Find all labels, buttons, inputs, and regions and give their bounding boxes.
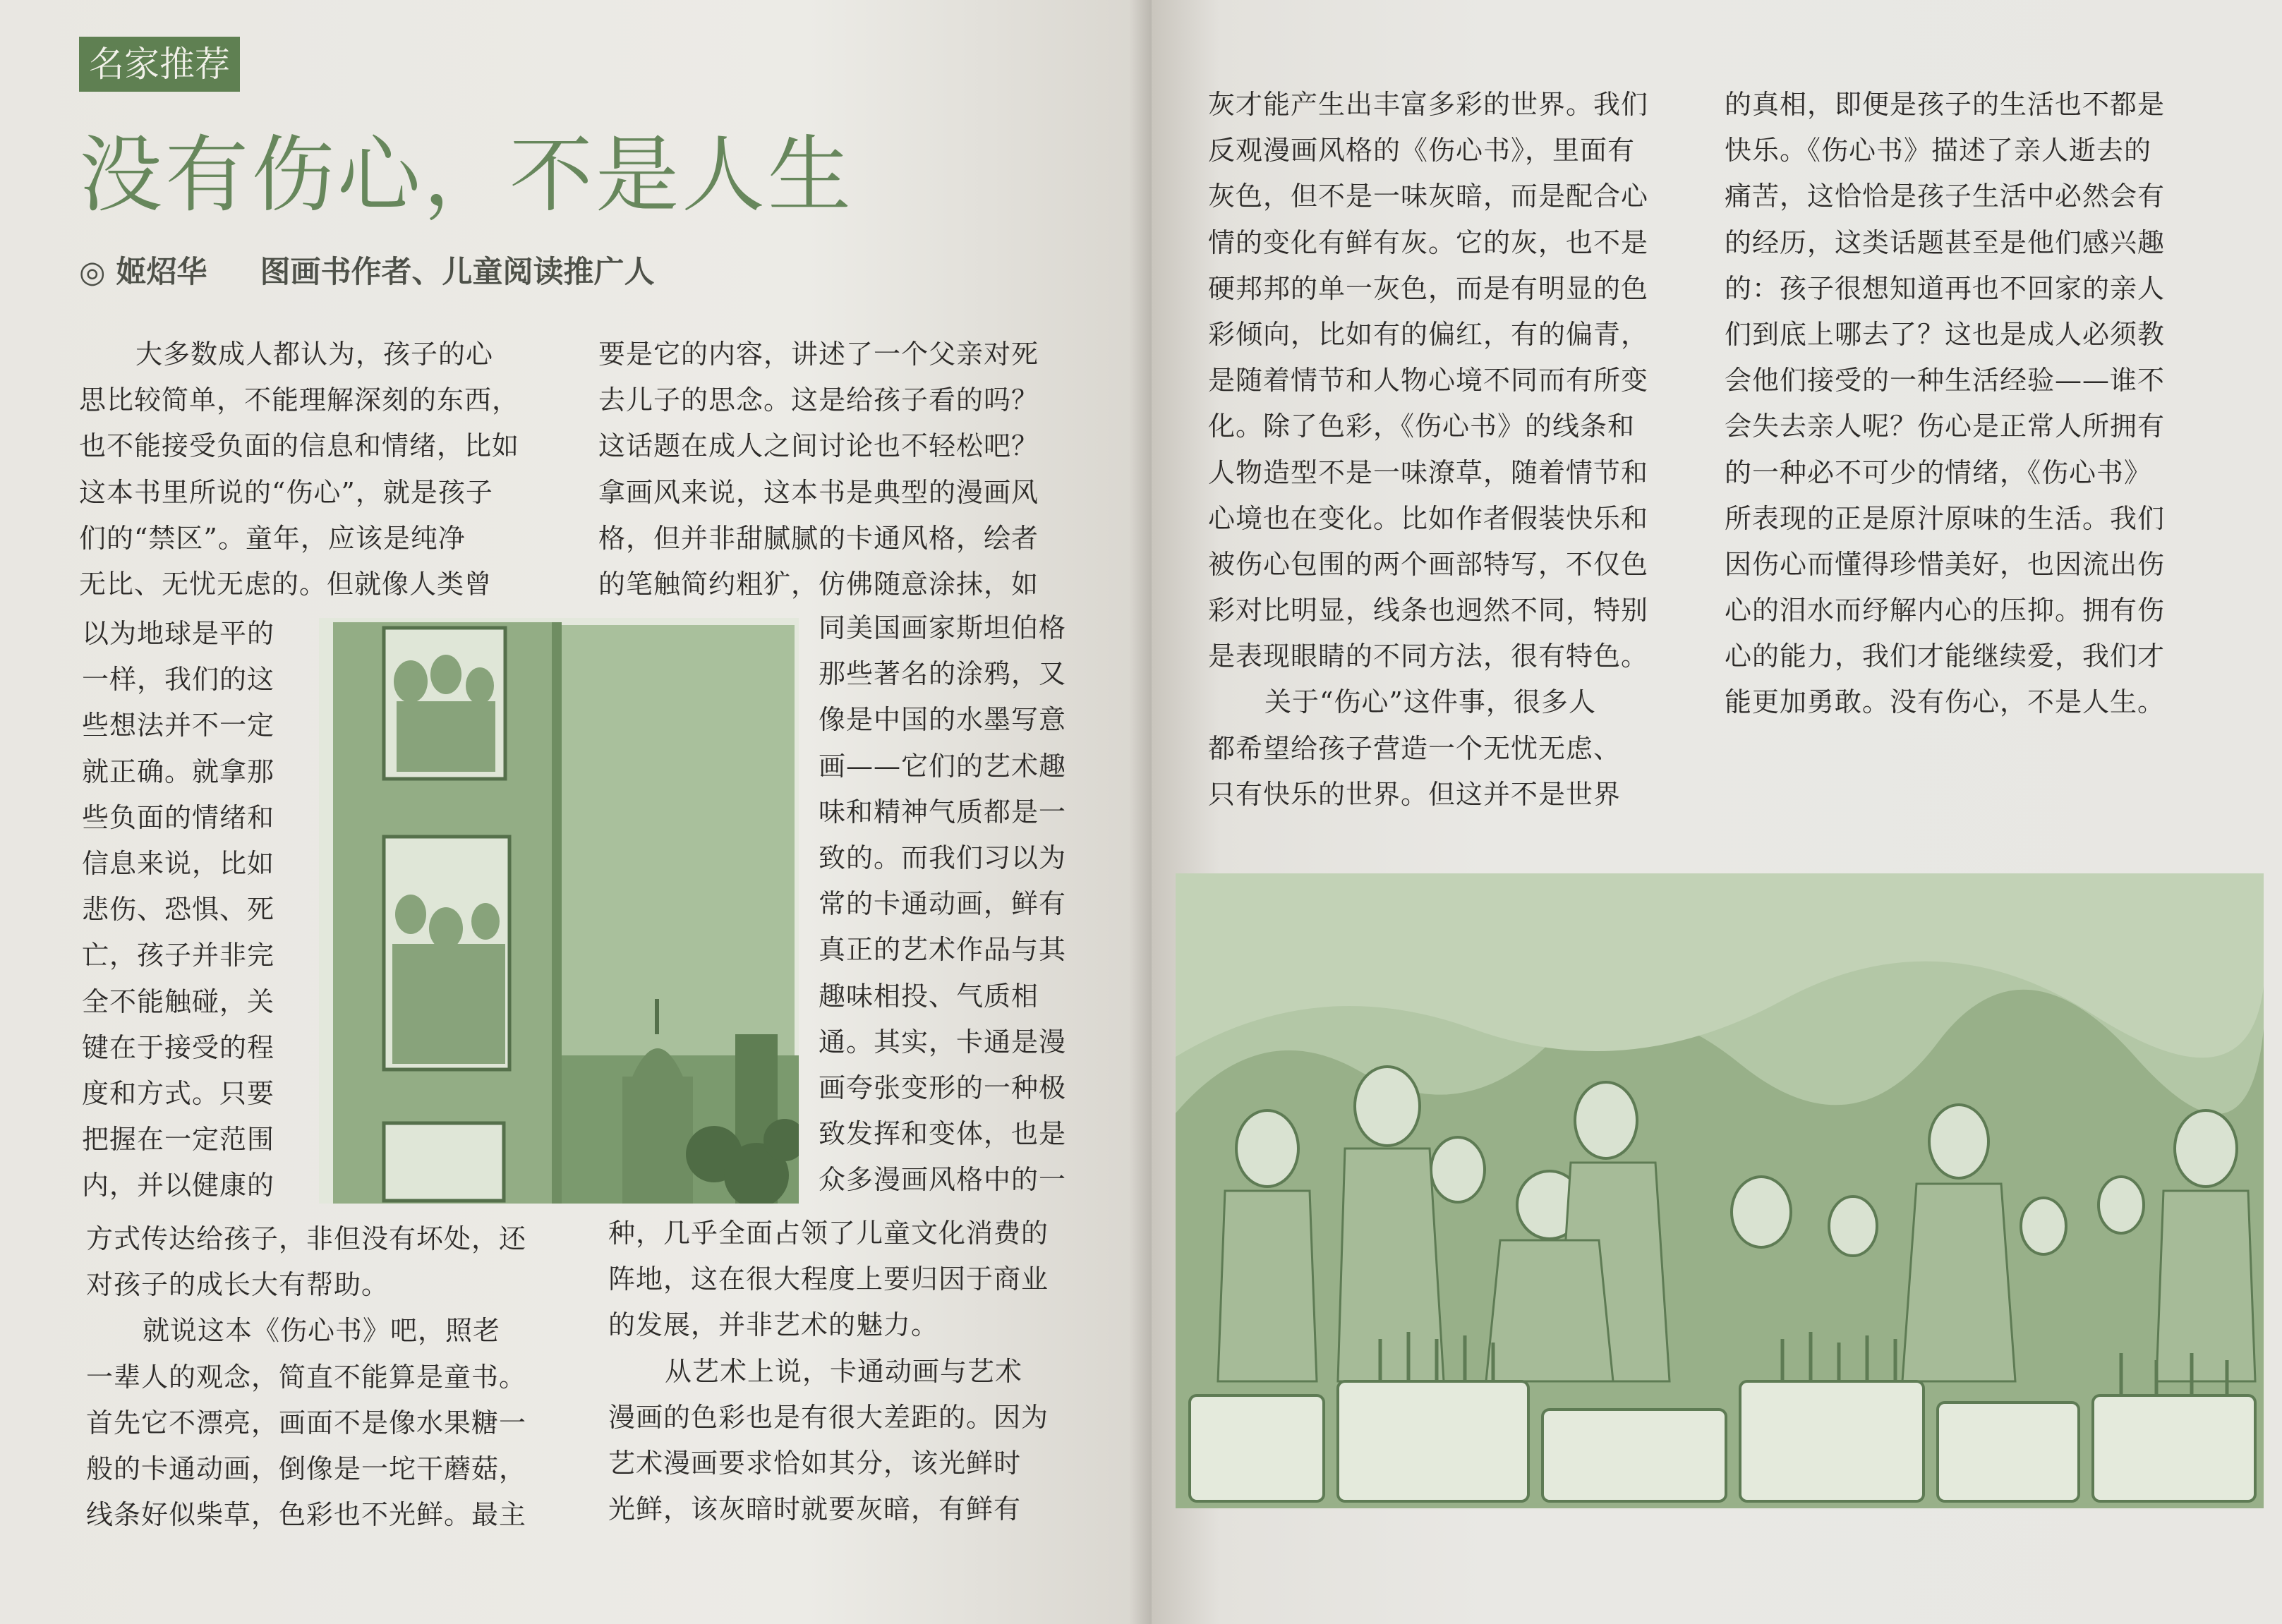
text-line: 常的卡通动画，鲜有 [819, 888, 1067, 920]
text-line: 对孩子的成长大有帮助。 [86, 1269, 390, 1301]
text-line: 艺术漫画要求恰如其分，该光鲜时 [608, 1447, 1022, 1479]
text-line: 阵地，这在很大程度上要归因于商业 [608, 1264, 1049, 1295]
column-4 [1725, 82, 2165, 726]
text-line: 一辈人的观念，简直不能算是童书。 [86, 1361, 527, 1393]
text-line: 灰色，但不是一味灰暗，而是配合心 [1208, 181, 1649, 212]
party-illustration [1176, 873, 2264, 1508]
text-line: 的：孩子很想知道再也不回家的亲人 [1725, 272, 2166, 304]
text-line: 所表现的正是原汁原味的生活。我们 [1725, 502, 2166, 534]
text-line: 味和精神气质都是一 [819, 796, 1067, 828]
text-line: 同美国画家斯坦伯格 [819, 612, 1067, 643]
text-line: 的笔触简约粗犷，仿佛随意涂抹，如 [598, 568, 1039, 600]
column-3 [1208, 82, 1648, 818]
text-line: 无比、无忧无虑的。但就像人类曾 [79, 568, 493, 600]
text-line: 那些著名的涂鸦，又 [819, 658, 1067, 690]
text-line: 把握在一定范围 [82, 1124, 275, 1156]
column-2-narrow [819, 605, 1066, 1203]
column-label: 名家推荐 [79, 37, 240, 92]
text-line: 般的卡通动画，倒像是一坨干蘑菇， [86, 1453, 527, 1484]
text-line: 能更加勇敢。没有伤心，不是人生。 [1725, 686, 2166, 718]
text-line: 被伤心包围的两个画部特写，不仅色 [1208, 548, 1649, 580]
text-line: 痛苦，这恰恰是孩子生活中必然会有 [1725, 181, 2166, 212]
byline-symbol: ◎ [79, 255, 106, 290]
text-line: 只有快乐的世界。但这并不是世界 [1208, 778, 1622, 810]
text-line: 拿画风来说，这本书是典型的漫画风 [598, 476, 1039, 508]
text-line: 的真相，即便是孩子的生活也不都是 [1725, 89, 2166, 120]
text-line: 通。其实，卡通是漫 [819, 1026, 1067, 1058]
text-line: 像是中国的水墨写意 [819, 704, 1067, 736]
text-line: 因伤心而懂得珍惜美好，也因流出伤 [1725, 548, 2166, 580]
text-line: 就说这本《伤心书》吧，照老 [143, 1315, 501, 1347]
text-line: 心境也在变化。比如作者假装快乐和 [1208, 502, 1649, 534]
text-line: 的发展，并非艺术的魅力。 [608, 1309, 939, 1341]
text-line: 信息来说，比如 [82, 847, 275, 879]
text-line: 会失去亲人呢？伤心是正常人所拥有 [1725, 411, 2166, 442]
window-illustration [319, 618, 799, 1204]
text-line: 种，几乎全面占领了儿童文化消费的 [608, 1218, 1049, 1249]
column-2-bottom [608, 1211, 1049, 1532]
text-line: 些想法并不一定 [82, 710, 275, 741]
text-line: 亡，孩子并非完 [82, 940, 275, 971]
text-line: 悲伤、恐惧、死 [82, 894, 275, 926]
text-line: 格，但并非甜腻腻的卡通风格，绘者 [598, 522, 1039, 554]
text-line: 漫画的色彩也是有很大差距的。因为 [608, 1401, 1049, 1433]
article-title: 没有伤心，不是人生 [79, 126, 855, 224]
text-line: 线条好似柴草，色彩也不光鲜。最主 [86, 1499, 527, 1531]
text-line: 是表现眼睛的不同方法，很有特色。 [1208, 641, 1649, 672]
text-line: 硬邦邦的单一灰色，而是有明显的色 [1208, 272, 1649, 304]
text-line: 们的“禁区”。童年，应该是纯净 [79, 522, 466, 554]
text-line: 真正的艺术作品与其 [819, 934, 1067, 966]
text-line: 键在于接受的程 [82, 1031, 275, 1063]
text-line: 灰才能产生出丰富多彩的世界。我们 [1208, 89, 1649, 120]
text-line: 趣味相投、气质相 [819, 980, 1039, 1012]
text-line: 画夸张变形的一种极 [819, 1072, 1067, 1103]
column-2-top [598, 332, 1039, 607]
text-line: 快乐。《伤心书》描述了亲人逝去的 [1725, 135, 2152, 166]
text-line: 画——它们的艺术趣 [819, 750, 1067, 782]
text-line: 光鲜，该灰暗时就要灰暗，有鲜有 [608, 1493, 1022, 1525]
text-line: 心的能力，我们才能继续爱，我们才 [1725, 641, 2166, 672]
text-line: 一样，我们的这 [82, 664, 275, 696]
text-line: 也不能接受负面的信息和情绪，比如 [79, 430, 520, 462]
text-line: 人物造型不是一味潦草，随着情节和 [1208, 456, 1649, 488]
text-line: 度和方式。只要 [82, 1077, 275, 1109]
text-line: 去儿子的思念。这是给孩子看的吗？ [598, 384, 1039, 416]
text-line: 首先它不漂亮，画面不是像水果糖一 [86, 1407, 527, 1438]
byline [79, 248, 655, 291]
text-line: 化。除了色彩，《伤心书》的线条和 [1208, 411, 1636, 442]
text-line: 的经历，这类话题甚至是他们感兴趣 [1725, 226, 2166, 258]
text-line: 全不能触碰，关 [82, 986, 275, 1017]
author-role: 图画书作者、儿童阅读推广人 [260, 255, 655, 290]
column-1-bottom [86, 1216, 526, 1538]
text-line: 这话题在成人之间讨论也不轻松吧？ [598, 430, 1039, 462]
text-line: 彩对比明显，线条也迥然不同，特别 [1208, 595, 1649, 626]
author-name: 姬炤华 [116, 255, 207, 290]
text-line: 从艺术上说，卡通动画与艺术 [665, 1355, 1023, 1387]
text-line: 致的。而我们习以为 [819, 842, 1067, 873]
text-line: 情的变化有鲜有灰。它的灰，也不是 [1208, 226, 1649, 258]
text-line: 思比较简单，不能理解深刻的东西， [79, 384, 520, 416]
text-line: 关于“伤心”这件事，很多人 [1264, 686, 1596, 718]
text-line: 是随着情节和人物心境不同而有所变 [1208, 365, 1649, 396]
text-line: 们到底上哪去了？这也是成人必须教 [1725, 318, 2166, 350]
text-line: 些负面的情绪和 [82, 801, 275, 833]
text-line: 彩倾向，比如有的偏红，有的偏青， [1208, 318, 1649, 350]
text-line: 的一种必不可少的情绪，《伤心书》 [1725, 456, 2152, 488]
text-line: 致发挥和变体，也是 [819, 1118, 1067, 1150]
text-line: 要是它的内容，讲述了一个父亲对死 [598, 339, 1039, 370]
column-1-top [79, 332, 519, 607]
text-line: 众多漫画风格中的一 [819, 1164, 1067, 1196]
column-1-narrow [82, 611, 274, 1208]
text-line: 以为地球是平的 [82, 618, 275, 649]
text-line: 会他们接受的一种生活经验——谁不 [1725, 365, 2166, 396]
text-line: 反观漫画风格的《伤心书》，里面有 [1208, 135, 1636, 166]
text-line: 都希望给孩子营造一个无忧无虑、 [1208, 732, 1622, 764]
text-line: 方式传达给孩子，非但没有坏处，还 [86, 1223, 527, 1254]
text-line: 心的泪水而纾解内心的压抑。拥有伤 [1725, 595, 2166, 626]
text-line: 这本书里所说的“伤心”，就是孩子 [79, 476, 493, 508]
text-line: 就正确。就拿那 [82, 756, 275, 787]
text-line: 内，并以健康的 [82, 1170, 275, 1201]
text-line: 大多数成人都认为，孩子的心 [135, 339, 494, 370]
right-page [1152, 0, 2282, 1624]
